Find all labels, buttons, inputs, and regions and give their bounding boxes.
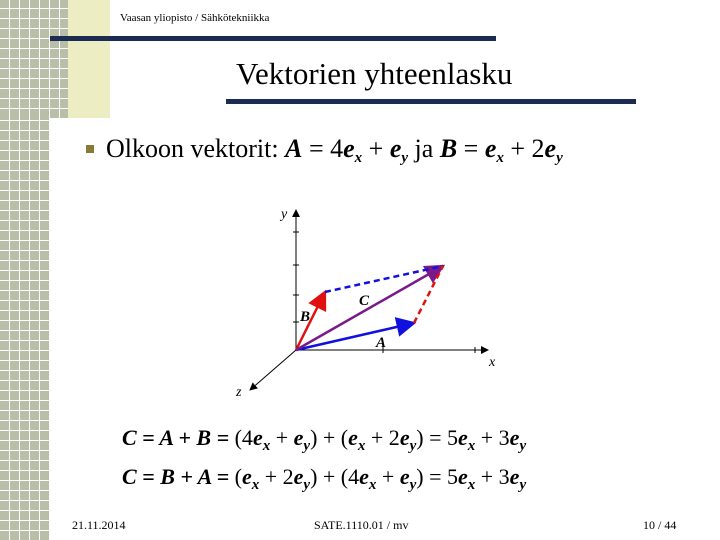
vector-B-label: B — [300, 309, 311, 325]
footer-page-number: 10 / 44 — [643, 518, 677, 532]
vector-definition-line: Olkoon vektorit: $A = 4e_x + e_y$ ja $B = e_x + 2e_y$ — [106, 134, 563, 166]
vector-A-label: A — [376, 335, 387, 351]
footer-course: SATE.1110.01 / mv — [314, 518, 409, 532]
slide-title: Vektorien yhteenlasku — [236, 56, 513, 91]
header-institution: Vaasan yliopisto / Sähkötekniikka — [120, 12, 270, 24]
equation-1: $C = A + B = (4e_x + e_y) + (e_x + 2e_y) = 5e_x + 3e_y$ — [122, 425, 527, 454]
z-axis — [250, 350, 296, 390]
vector-A-arrow — [296, 323, 414, 350]
dashed-A-shift — [325, 266, 443, 292]
vector-C-label: C — [359, 293, 370, 309]
equation-2: $C = B + A = (e_x + 2e_y) + (4e_x + e_y) = 5e_x + 3e_y$ — [122, 464, 527, 493]
axis-z-label: z — [236, 385, 242, 400]
axis-y-label: y — [281, 207, 288, 222]
footer-date: 21.11.2014 — [72, 518, 126, 532]
axis-x-label: x — [489, 355, 496, 370]
